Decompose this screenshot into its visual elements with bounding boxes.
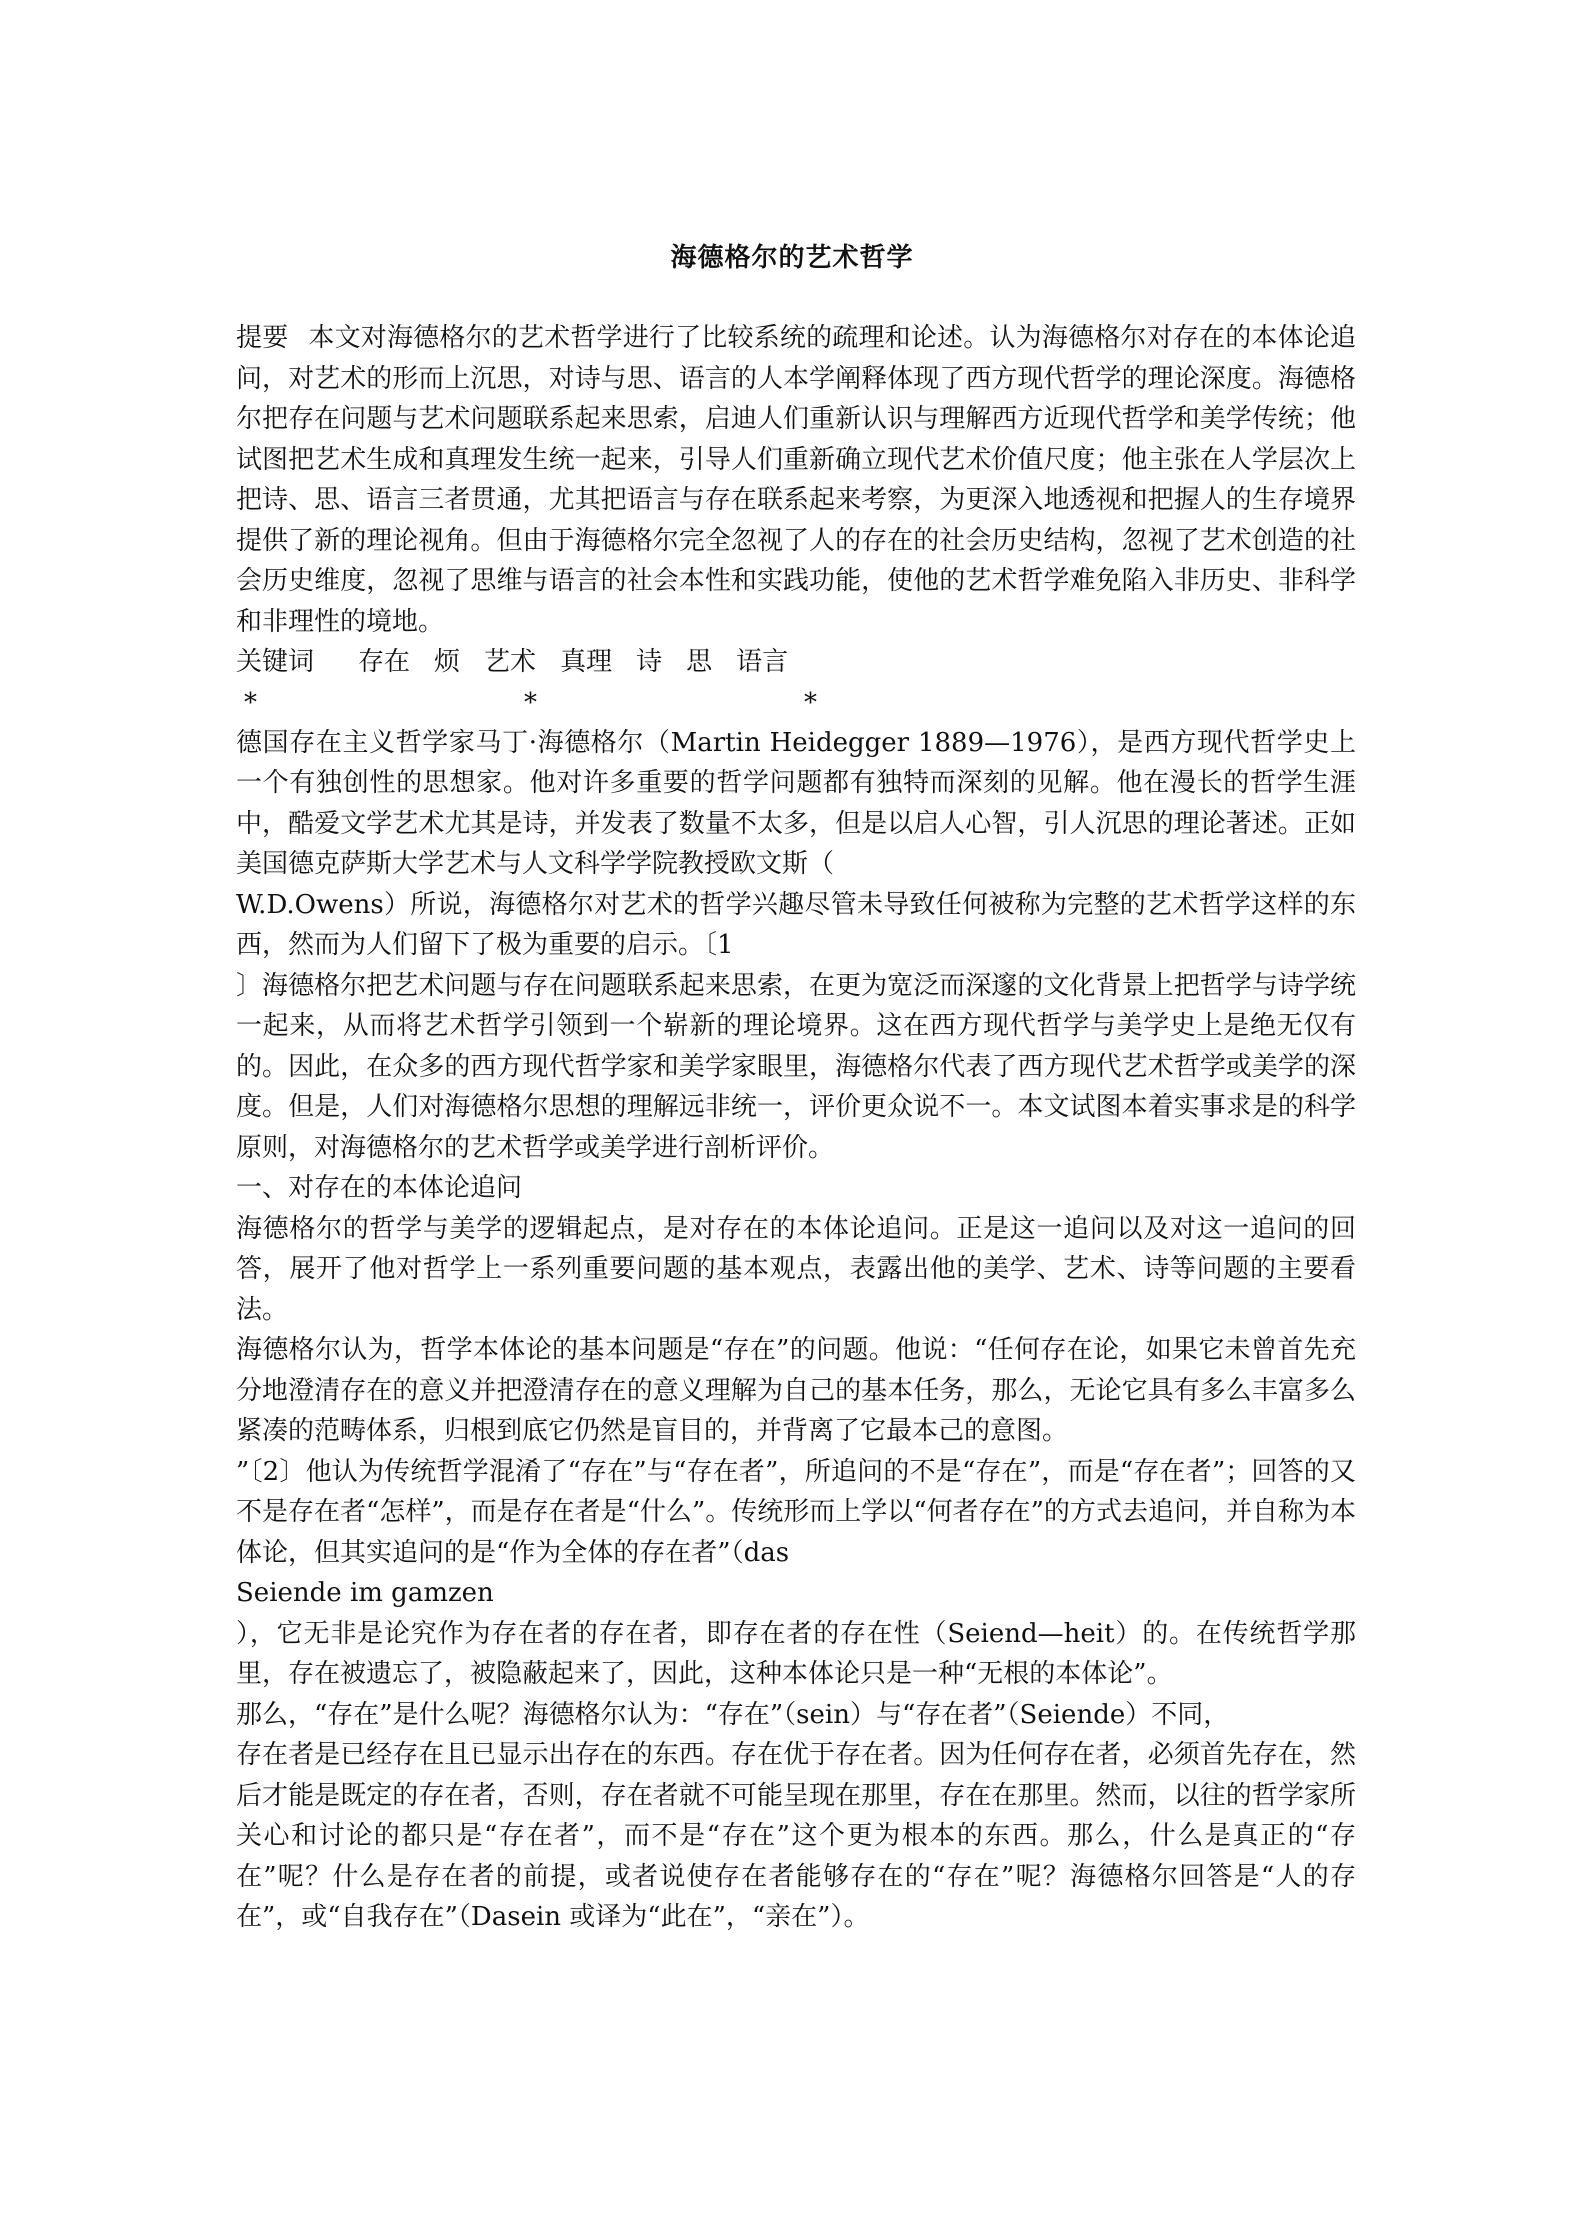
document-title: 海德格尔的艺术哲学 [670,243,914,273]
keyword: 真理 [560,647,613,677]
keyword: 诗 [636,647,663,677]
body-paragraph: ），它无非是论究作为存在者的存在者，即存在者的存在性（Seiend—heit）的。在传统哲学那里，存在被遗忘了，被隐蔽起来了，因此，这种本体论只是一种“无根的本体论”。 [236,1618,1356,1689]
keyword: 思 [686,647,713,677]
body-paragraph: W.D.Owens）所说，海德格尔对艺术的哲学兴趣尽管未导致任何被称为完整的艺术哲学这样的东西，然而为人们留下了极为重要的启示。〔1 [236,889,1356,960]
keyword: 艺术 [484,647,537,677]
body-paragraph: ”〔2〕他认为传统哲学混淆了“存在”与“存在者”，所追问的不是“存在”，而是“存在者”；回答的又不是存在者“怎样”，而是存在者是“什么”。传统形而上学以“何者存在”的方式去追问，并自称为本体论，但其实追问的是“作为全体的存在者”（das [236,1456,1356,1568]
section-separator [236,683,1356,723]
body-paragraph: Seiende im gamzen [236,1578,494,1608]
separator-star: * [804,687,817,718]
body-paragraph: 〕海德格尔把艺术问题与存在问题联系起来思索，在更为宽泛而深邃的文化背景上把哲学与诗学统一起来，从而将艺术哲学引领到一个崭新的理论境界。这在西方现代哲学与美学史上是绝无仅有的。因此，在众多的西方现代哲学家和美学家眼里，海德格尔代表了西方现代艺术哲学或美学的深度。但是，人们对海德格尔思想的理解远非统一，评价更众说不一。本文试图本着实事求是的科学原则，对海德格尔的艺术哲学或美学进行剖析评价。 [236,970,1356,1163]
keywords-label: 关键词 [236,647,315,677]
body-paragraph: 那么，“存在”是什么呢？海德格尔认为：“存在”（sein）与“存在者”（Seiende）不同， [236,1699,1230,1730]
keywords-line [236,642,1356,683]
body-paragraph: 存在者是已经存在且已显示出存在的东西。存在优于存在者。因为任何存在者，必须首先存在，然后才能是既定的存在者，否则，存在者就不可能呈现在那里，存在在那里。然而，以往的哲学家所关心和讨论的都只是“存在者”，而不是“存在”这个更为根本的东西。那么，什么是真正的“存在”呢？什么是存在者的前提，或者说使存在者能够存在的“存在”呢？海德格尔回答是“人的存在”，或“自我存在”（Dasein 或译为“此在”，“亲在”）。 [236,1740,1356,1932]
separator-star: * [244,687,257,718]
section-heading: 一、对存在的本体论追问 [236,1173,523,1203]
body-paragraph: 海德格尔认为，哲学本体论的基本问题是“存在”的问题。他说：“任何存在论，如果它未曾首先充分地澄清存在的意义并把澄清存在的意义理解为自己的基本任务，那么，无论它具有多么丰富多么紧凑的范畴体系，归根到底它仍然是盲目的，并背离了它最本己的意图。 [236,1335,1356,1446]
abstract-paragraph [236,318,1356,642]
keyword: 烦 [434,647,461,677]
document-body [236,318,1356,1938]
keyword: 语言 [736,647,789,677]
separator-star: * [524,687,537,718]
body-paragraph: 海德格尔的哲学与美学的逻辑起点，是对存在的本体论追问。正是这一追问以及对这一追问的回答，展开了他对哲学上一系列重要问题的基本观点，表露出他的美学、艺术、诗等问题的主要看法。 [236,1213,1356,1325]
body-paragraph: 德国存在主义哲学家马丁·海德格尔（Martin Heidegger 1889—1976），是西方现代哲学史上一个有独创性的思想家。他对许多重要的哲学问题都有独特而深刻的见解。他在漫长的哲学生涯中，酷爱文学艺术尤其是诗，并发表了数量不太多，但是以启人心智，引人沉思的理论著述。正如美国德克萨斯大学艺术与人文科学学院教授欧文斯（ [236,727,1356,879]
abstract-label: 提要 [236,323,289,353]
keyword: 存在 [358,647,411,677]
abstract-text: 本文对海德格尔的艺术哲学进行了比较系统的疏理和论述。认为海德格尔对存在的本体论追问，对艺术的形而上沉思，对诗与思、语言的人本学阐释体现了西方现代哲学的理论深度。海德格尔把存在问题与艺术问题联系起来思索，启迪人们重新认识与理解西方近现代哲学和美学传统；他试图把艺术生成和真理发生统一起来，引导人们重新确立现代艺术价值尺度；他主张在人学层次上把诗、思、语言三者贯通，尤其把语言与存在联系起来考察，为更深入地透视和把握人的生存境界提供了新的理论视角。但由于海德格尔完全忽视了人的存在的社会历史结构，忽视了艺术创造的社会历史维度，忽视了思维与语言的社会本性和实践功能，使他的艺术哲学难免陷入非历史、非科学和非理性的境地。 [236,323,1356,637]
